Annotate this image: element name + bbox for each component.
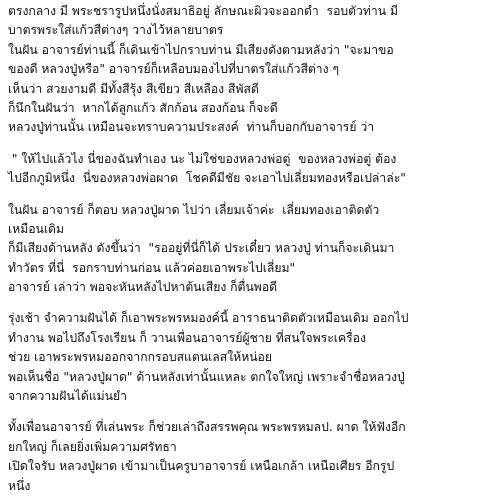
text-line: ในฝัน อาจารย์ท่านนี้ ก็เดินเข้าไปกราบท่าน มีเสียงดังตามหลังว่า "จะมาขอ <box>8 42 394 57</box>
text-line: เหมือนเดิม <box>8 221 64 236</box>
text-line: รุ่งเช้า จำความฝันได้ ก็เอาพระพรหมองค์นี้ อาราธนาติดตัวเหมือนเดิม ออกไป <box>8 311 409 326</box>
text-line: ก็นึกในฝันว่า หากได้ลูกแก้ว สักก้อน สองก้อน ก็จะดี <box>8 100 278 115</box>
text-line: ทำวัตร ที่นี่ รอกราบท่านก่อน แล้วค่อยเอาพระไปเลี่ยม" <box>8 260 296 275</box>
text-line: พอเห็นชื่อ "หลวงปู่ผาด" ด้านหลังเท่านั้นแหละ ตกใจใหญ่ เพราะจำชื่อหลวงปู่ <box>8 369 405 384</box>
paragraph-3 <box>8 201 485 298</box>
paragraph-4 <box>8 309 485 406</box>
text-line: อาจารย์ เล่าว่า พอจะหันหลังไปหาต้นเสียง ก็ตื่นพอดี <box>8 280 278 295</box>
text-line: หลวงปู่ท่านนั้น เหมือนจะทราบความประสงค์ ท่านก็บอกกับอาจารย์ ว่า <box>8 120 375 135</box>
text-line: ช่วย เอาพระพรหมออกจากกรอบสแตนเลสให้หน่อย <box>8 350 273 365</box>
text-line: ยกใหญ่ ก็เลยยิ่งเพิ่มความศรัทธา <box>8 439 177 454</box>
paragraph-5 <box>8 418 485 496</box>
paragraph-gap <box>8 138 485 150</box>
paragraph-gap <box>8 406 485 418</box>
text-line: ทำงาน พอไปถึงโรงเรียน ก็ วานเพื่อนอาจารย์ผู้ชาย ที่สนใจพระเครื่อง <box>8 330 366 345</box>
paragraph-1 <box>8 2 485 138</box>
text-line: ก็มีเสียงด้านหลัง ดังขึ้นว่า "รออยู่ที่นี่ก็ได้ ประเดี๋ยว หลวงปู่ ท่านก็จะเดินมา <box>8 241 395 256</box>
text-line: ไปอีกภูมิหนึ่ง นี่ของหลวงพ่อผาด โชคดีมีชัย จะเอาไปเลี่ยมทองหรือเปล่าล่ะ" <box>8 171 406 186</box>
paragraph-gap <box>8 297 485 309</box>
text-line: ของดี หลวงปู่หรือ" อาจารย์ก็เหลือบมองไปที่บาตรใส่แก้วสีต่าง ๆ <box>8 62 340 77</box>
text-line: ตรงกลาง มี พระชรารูปหนึ่งนั่งสมาธิอยู่ ลักษณะผิวจะออกดำ รอบตัวท่าน มี <box>8 4 398 18</box>
text-line: เปิดใจรับ หลวงปู่ผาด เข้ามาเป็นครูบาอาจารย์ เหนือเกล้า เหนือเศียร อีกรูป <box>8 459 395 474</box>
text-line: ทั้งเพื่อนอาจารย์ ที่เล่นพระ ก็ช่วยเล่าถึงสรรพคุณ พระพรหมลป. ผาด ให้ฟังอีก <box>8 420 406 435</box>
text-line: เห็นว่า สวยงามดี มีทั้งสีรุ้ง สีเขียว สีเหลือง สีพัสตี <box>8 81 259 96</box>
text-line: จากความฝันได้แม่นยำ <box>8 389 127 404</box>
text-line: " ให้ไปแล้วไง นี่ของฉันทำเอง นะ ไม่ใช่ของหลวงพ่อตู่ ของหลวงพ่อตู่ ต้อง <box>8 151 397 166</box>
text-line: หนึ่ง <box>8 478 31 493</box>
paragraph-2 <box>8 150 485 189</box>
text-line: บาตรพระใส่แก้วสีต่างๆ วางไว้หลายบาตร <box>8 23 224 38</box>
paragraph-gap <box>8 189 485 201</box>
text-line: ในฝัน อาจารย์ ก็ตอบ หลวงปู่ผาด ไปว่า เลี่ยมเจ้าค่ะ เลี่ยมทองเอาติดตัว <box>8 202 380 217</box>
